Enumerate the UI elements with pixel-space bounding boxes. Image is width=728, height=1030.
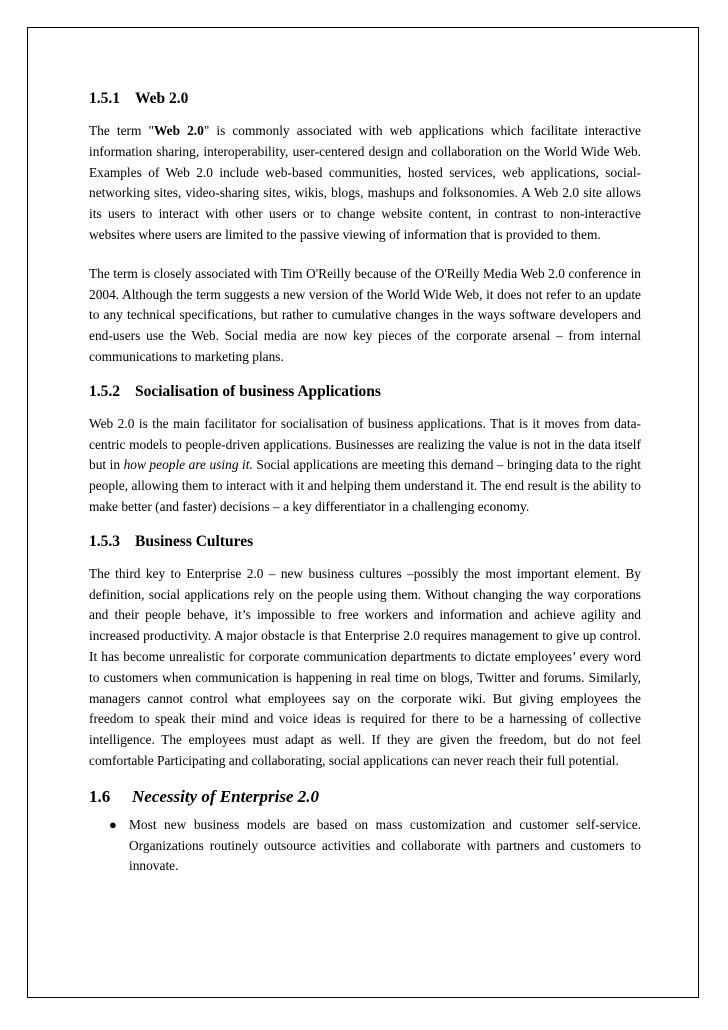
text-run: The term ": [89, 123, 154, 138]
document-body: [89, 88, 641, 877]
bullet-list: [89, 815, 641, 877]
section-title: Necessity of Enterprise 2.0: [132, 786, 319, 806]
heading-web-2-0: [89, 88, 641, 110]
bullet-icon: ●: [109, 816, 117, 832]
section-title: Web 2.0: [135, 90, 189, 107]
heading-business-cultures: [89, 531, 641, 553]
section-number: 1.5.1: [89, 90, 120, 107]
paragraph-business-cultures: The third key to Enterprise 2.0 – new business cultures –possibly the most important element. By definition, social applications rely on the people using them. Without changing the way corporations and their people behave, it’s impossible to free workers and information and achieve agility and increased productivity. A major obstacle is that Enterprise 2.0 requires management to give up control. It has become unrealistic for corporate communication departments to dictate employees’ every word to customers when communication is happening in real time on blogs, Twitter and forums. Similarly, managers cannot control what employees say on the corporate wiki. But giving employees the freedom to speak their mind and voice ideas is required for there to be a harnessing of collective intelligence. The employees must adapt as well. If they are given the freedom, but do not feel comfortable Participating and collaborating, social applications can never reach their full potential.: [89, 565, 641, 768]
paragraph-oreilly: The term is closely associated with Tim O'Reilly because of the O'Reilly Media Web 2.0 conference in 2004. Although the term suggests a new version of the World Wide Web, it does not refer to an update to any technical specifications, but rather to cumulative changes in the ways software developers and end-users use the Web. Social media are now key pieces of the corporate arsenal – from internal communications to marketing plans.: [89, 265, 641, 364]
list-item: [89, 815, 641, 877]
text-run: Social applications are meeting this demand – bringing data to the right people, allowing them to interact with it and helping them understand it. The end result is the ability to make better (and faster) decisions – a key differentiator in a challenging economy.: [89, 457, 641, 514]
section-title: Business Cultures: [135, 532, 254, 550]
section-number: 1.5.3: [89, 532, 120, 550]
italic-phrase: how people are using it.: [123, 457, 253, 473]
paragraph-socialisation: [89, 414, 641, 518]
text-run: " is commonly associated with web applications which facilitate interactive information sharing, interoperability, user-centered design and collaboration on the World Wide Web. Examples of Web 2.0 include web-based communities, hosted services, web applications, social-networking sites, video-sharing sites, wikis, blogs, mashups and folksonomies. A Web 2.0 site allows its users to interact with other users or to change website content, in contrast to non-interactive websites where users are limited to the passive viewing of information that is provided to them.: [89, 123, 641, 242]
bold-term: Web 2.0: [153, 123, 204, 138]
section-number: 1.6: [89, 786, 111, 806]
section-number: 1.5.2: [89, 382, 120, 400]
text-run: Web 2.0 is the main facilitator for socialisation of business applications. That is it moves from data-centric models to people-driven applications. Businesses are realizing the value is not in the data itself but in: [89, 415, 641, 473]
heading-socialisation: [89, 381, 641, 403]
paragraph-web-2-0-definition: [89, 121, 641, 246]
section-title: Socialisation of business Applications: [135, 382, 381, 400]
heading-necessity-enterprise-2-0: [89, 785, 641, 809]
list-item-text: Most new business models are based on mass customization and customer self-service. Organizations routinely outsource activities and collaborate with partners and customers to innovate.: [129, 816, 641, 874]
